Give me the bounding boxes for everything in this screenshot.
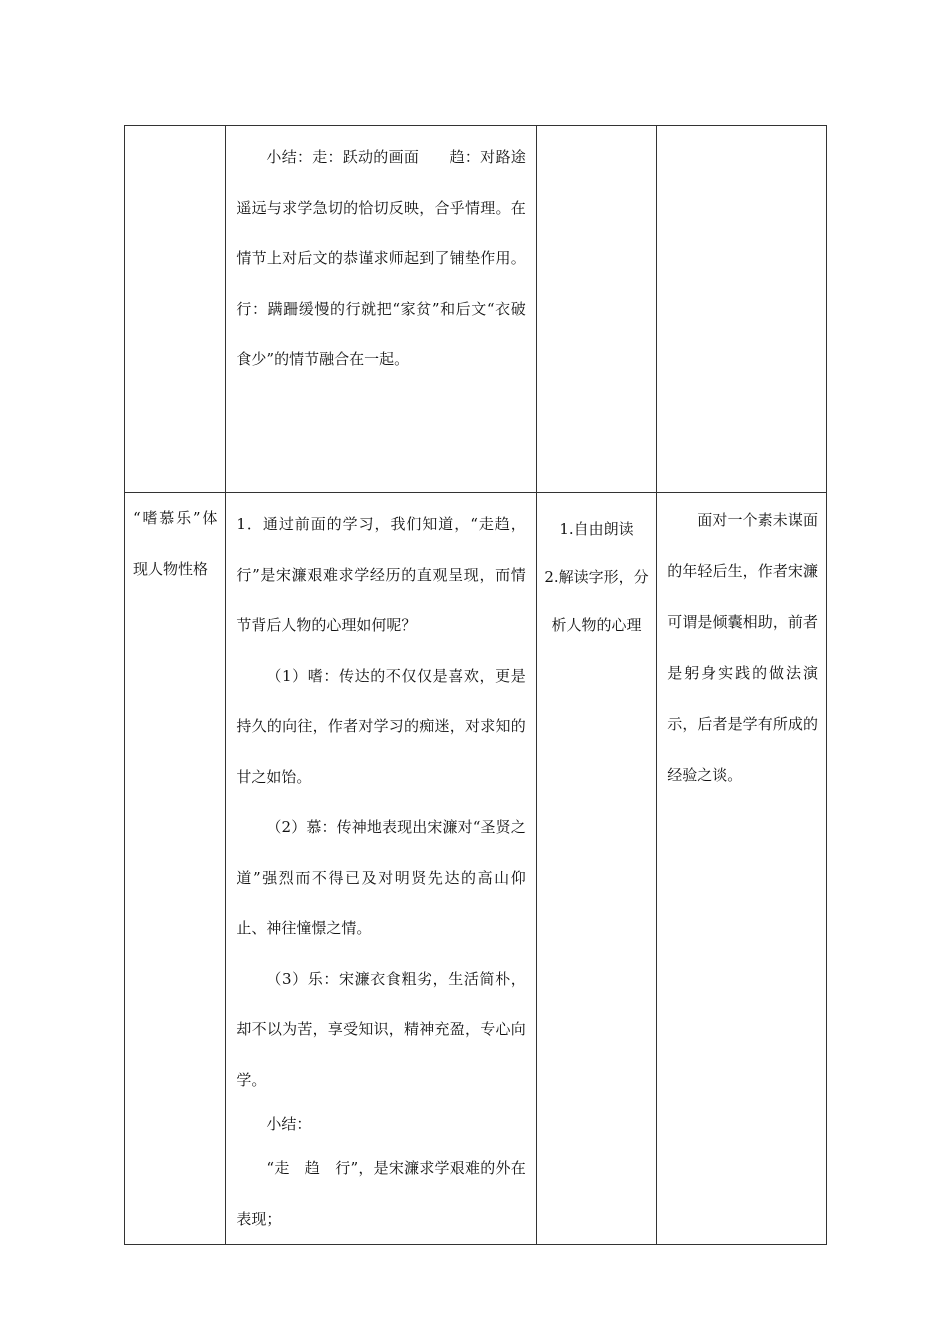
point-paragraph: （2）慕：传神地表现出宋濂对“圣贤之道”强烈而不得已及对明贤先达的高山仰止、神往憧憬之情。 [236, 818, 526, 937]
activity-item: 1.自由朗读 [559, 520, 634, 538]
activity-item: 2.解读字形，分析人物的心理 [544, 568, 649, 634]
summary-label: 小结： [266, 1115, 312, 1133]
point-paragraph: （1）嗜：传达的不仅仅是喜欢，更是持久的向往，作者对学习的痴迷，对求知的甘之如饴。 [236, 666, 526, 786]
summary-paragraph: 小结：走：跃动的画面 趋：对路途遥远与求学急切的恰切反映，合乎情理。在情节上对后文的恭谨求师起到了铺垫作用。行：蹒跚缓慢的行就把“家贫”和后文“衣破食少”的情节融合在一起。 [236, 148, 526, 368]
table-row [125, 126, 827, 493]
table-cell-intent [657, 493, 827, 1245]
intro-paragraph: 1．通过前面的学习，我们知道，“走趋，行”是宋濂艰难求学经历的直观呈现，而情节背后人物的心理如何呢？ [236, 515, 526, 634]
intent-paragraph: 面对一个素未谋面的年轻后生，作者宋濂可谓是倾囊相助，前者是躬身实践的做法演示，后者是学有所成的经验之谈。 [667, 511, 818, 784]
table-row [125, 493, 827, 1245]
summary-paragraph: “走 趋 行”，是宋濂求学艰难的外在表现； [236, 1159, 526, 1228]
section-title: “嗜慕乐”体现人物性格 [133, 509, 218, 578]
table-cell-empty [657, 126, 827, 493]
table-cell-section-title [125, 493, 226, 1245]
lesson-plan-table [124, 125, 827, 1245]
table-cell-summary [226, 126, 536, 493]
table-cell-activity [536, 493, 657, 1245]
table-cell-empty [536, 126, 657, 493]
table-cell-content [226, 493, 536, 1245]
table-cell-empty [125, 126, 226, 493]
point-paragraph: （3）乐：宋濂衣食粗劣，生活简朴，却不以为苦，享受知识，精神充盈，专心向学。 [236, 969, 526, 1089]
